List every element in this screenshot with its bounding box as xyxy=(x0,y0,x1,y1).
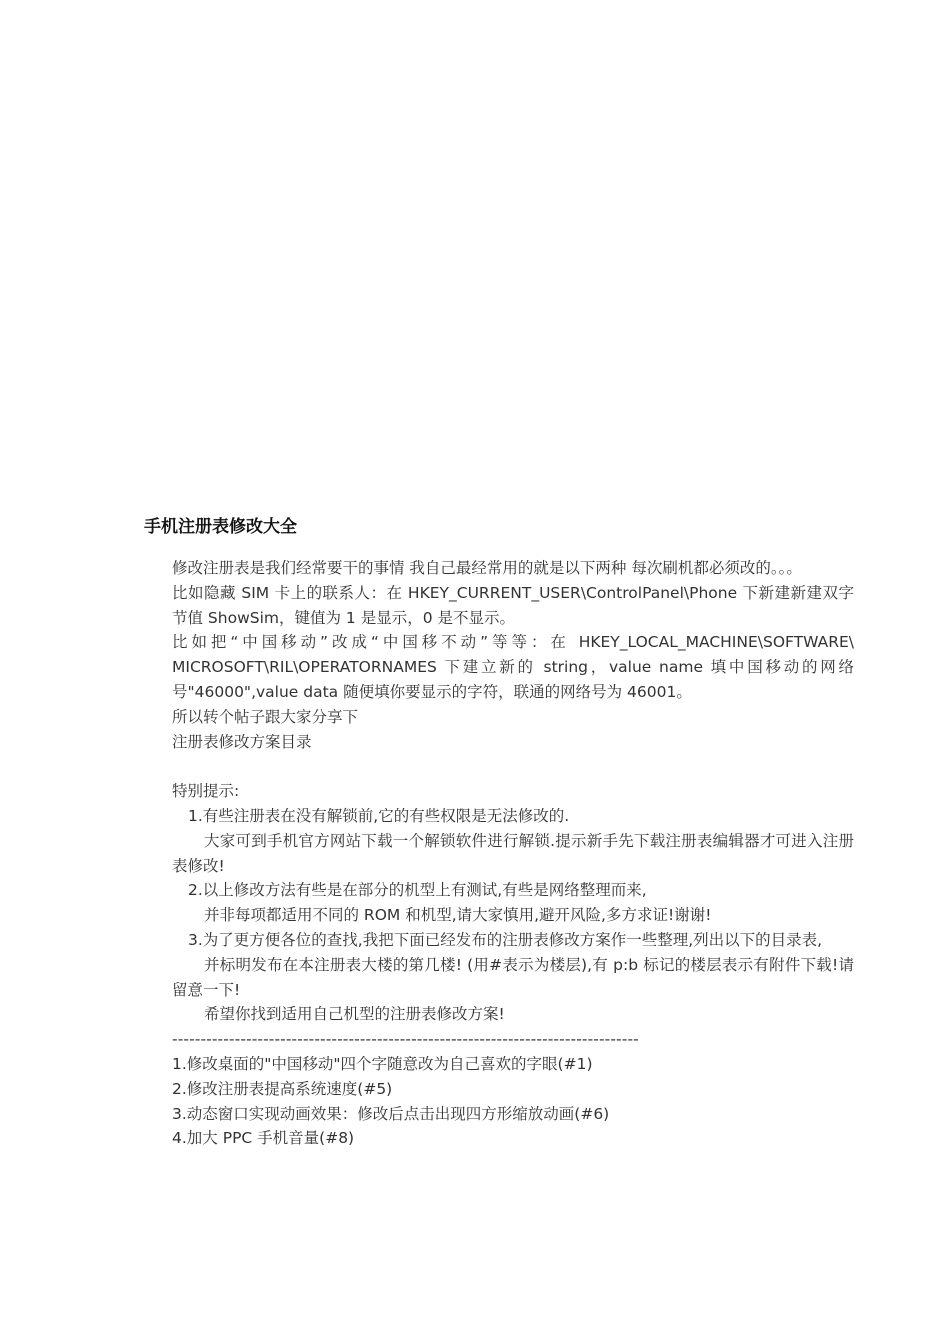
toc-item-1: 1.修改桌面的"中国移动"四个字随意改为自己喜欢的字眼(#1) xyxy=(172,1054,593,1073)
tip-item-1-detail: 大家可到手机官方网站下载一个解锁软件进行解锁.提示新手先下载注册表编辑器才可进入注册表修改! xyxy=(172,831,854,875)
tip-item-2-detail: 并非每项都适用不同的 ROM 和机型,请大家慎用,避开风险,多方求证!谢谢! xyxy=(204,906,712,925)
tip-item-3-detail: 并标明发布在本注册表大楼的第几楼! (用#表示为楼层),有 p:b 标记的楼层表示有附件下载!请留意一下! xyxy=(172,955,854,999)
operator-name-paragraph: 比如把“中国移动”改成“中国移不动”等等：在 HKEY_LOCAL_MACHINE\SOFTWARE\ MICROSOFT\RIL\OPERATORNAMES 下建立新的 string，value name 填中国移动的网络号"46000",value data 随便填你要显示的字符，联通的网络号为 46001。 xyxy=(172,633,854,701)
tip-item-1: 1.有些注册表在没有解锁前,它的有些权限是无法修改的. xyxy=(188,806,570,825)
share-line: 所以转个帖子跟大家分享下 xyxy=(172,707,359,726)
toc-item-3: 3.动态窗口实现动画效果：修改后点击出现四方形缩放动画(#6) xyxy=(172,1104,610,1123)
tip-item-3-wish: 希望你找到适用自己机型的注册表修改方案! xyxy=(204,1005,505,1024)
toc-heading: 注册表修改方案目录 xyxy=(172,732,312,751)
tip-item-3: 3.为了更方便各位的查找,我把下面已经发布的注册表修改方案作一些整理,列出以下的目录表, xyxy=(188,930,823,949)
hide-sim-paragraph: 比如隐藏 SIM 卡上的联系人：在 HKEY_CURRENT_USER\ControlPanel\Phone 下新建新建双字节值 ShowSim，键值为 1 是显示，0 是不显示。 xyxy=(172,583,854,627)
tip-item-2: 2.以上修改方法有些是在部分的机型上有测试,有些是网络整理而来, xyxy=(188,881,647,900)
document-title: 手机注册表修改大全 xyxy=(144,517,297,537)
document-body xyxy=(172,556,854,1151)
blank-line xyxy=(172,754,854,779)
tip-heading: 特别提示: xyxy=(172,782,240,801)
toc-item-4: 4.加大 PPC 手机音量(#8) xyxy=(172,1129,355,1148)
toc-item-2: 2.修改注册表提高系统速度(#5) xyxy=(172,1079,393,1098)
intro-paragraph: 修改注册表是我们经常要干的事情 我自己最经常用的就是以下两种 每次刷机都必须改的。。。 xyxy=(172,559,802,577)
separator-line: ---------------------------------------------------------------------------------- xyxy=(172,1030,639,1049)
